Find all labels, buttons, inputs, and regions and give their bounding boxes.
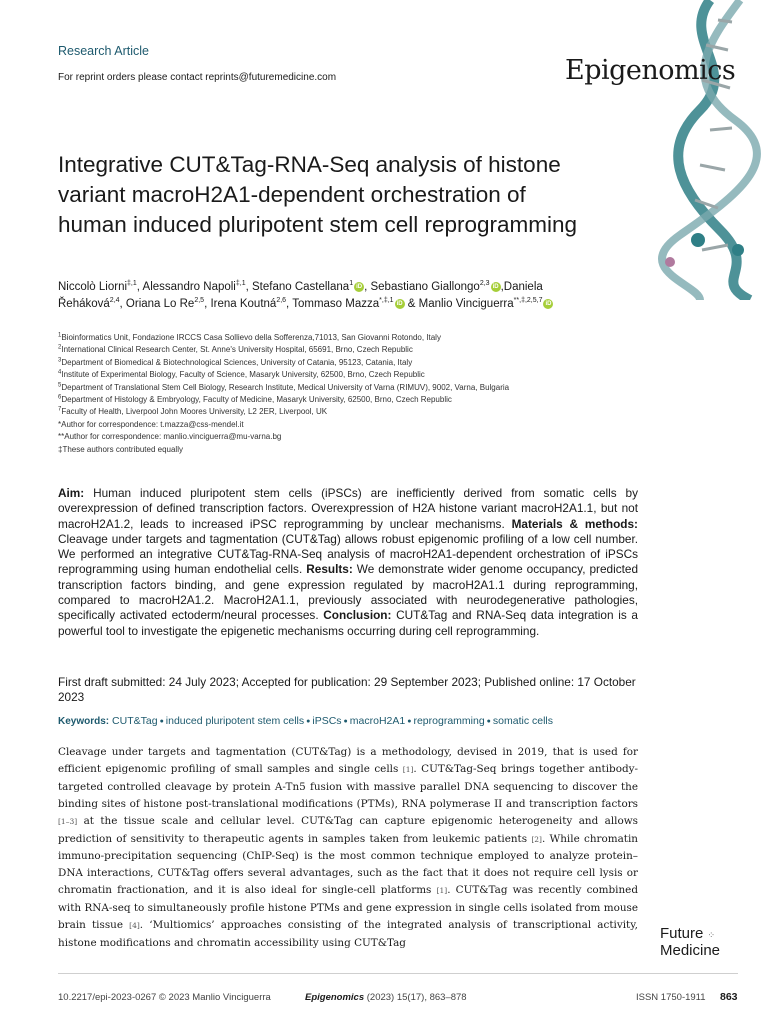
keywords-label: Keywords: xyxy=(58,716,110,727)
keyword: somatic cells xyxy=(492,715,554,727)
bullet-icon: ● xyxy=(159,717,164,725)
footer-citation-details: (2023) 15(17), 863–878 xyxy=(364,992,467,1003)
author-name: Irena Koutná xyxy=(210,298,277,310)
keyword: iPSCs xyxy=(312,715,342,727)
author-name: Daniela Řeháková xyxy=(58,281,543,310)
footer-doi: 10.2217/epi-2023-0267 © 2023 Manlio Vinciguerra xyxy=(58,992,271,1003)
body-text-segment: . While chromatin immuno-precipitation sequencing (ChIP-Seq) is the most common technique employed to analyze protein–DNA interactions, CUT&Tag offers several advantages, such as the fact that it does not require cell lysis or chromatin fractionation, and it is also ideal for single-cell platforms xyxy=(58,832,638,897)
author-affiliation-marker: *,‡,1 xyxy=(379,297,394,305)
affiliation-line xyxy=(58,369,658,381)
abstract-section-text: Human induced pluripotent stem cells (iPSCs) are inefficiently derived from somatic cells by overexpression of defined transcription factors. Overexpression of H2A histone variant macroH2A1.1, but not macroH2A1.2, leads to increased iPSC reprogramming by unclear mechanisms. xyxy=(58,486,638,531)
bullet-icon: ● xyxy=(306,717,311,725)
author-name: Niccolò Liorni xyxy=(58,281,128,293)
body-text-segment: . CUT&Tag-Seq brings together antibody-targeted controlled cleavage by protein A-Tn5 fusion with massive parallel DNA sequencing to discover the binding sites of histone post-translational modifications (PTMs), RNA polymerase II and transcription factors xyxy=(58,762,638,810)
orcid-icon: iD xyxy=(545,300,552,307)
body-text-segment: . CUT&Tag was recently combined with RNA-seq to simultaneously profile histone PTMs and gene expression in single cells isolated from mouse brain tissue xyxy=(58,884,638,932)
bullet-icon: ● xyxy=(343,717,348,725)
citation-ref: [1–3] xyxy=(58,816,78,826)
affiliation-text: Department of Translational Stem Cell Biology, Research Institute, Medical University of Varna (RIMUV), 9002, Varna, Bulgaria xyxy=(61,382,510,392)
affiliation-number: 6 xyxy=(58,394,62,401)
footer-divider xyxy=(58,973,738,974)
article-type: Research Article xyxy=(58,44,150,58)
abstract-section-label: Conclusion: xyxy=(323,608,392,623)
journal-logo: Epigenomics xyxy=(565,55,736,86)
abstract-section-label: Aim: xyxy=(58,486,85,500)
abstract-section-label: Materials & methods: xyxy=(511,516,638,531)
footer-citation xyxy=(305,992,467,1003)
affiliation-text: Faculty of Health, Liverpool John Moores University, L2 2ER, Liverpool, UK xyxy=(61,407,328,417)
author-name: Manlio Vinciguerra xyxy=(418,298,514,310)
publication-dates: First draft submitted: 24 July 2023; Accepted for publication: 29 September 2023; Published online: 17 October 2023 xyxy=(58,675,636,705)
affiliation-text: **Author for correspondence: manlio.vinciguerra@mu-varna.bg xyxy=(58,432,282,442)
author-affiliation-marker: 1 xyxy=(349,280,354,288)
abstract-section-text: CUT&Tag and RNA-Seq data integration is a powerful tool to investigate the epigenetic mechanisms occurring during cell reprogramming. xyxy=(58,608,638,638)
body-text-segment: . ‘Multiomics’ approaches consisting of the integrated analysis of transcriptional activity, histone modifications and chromatin accessibility using CUT&Tag xyxy=(58,919,638,949)
keyword: induced pluripotent stem cells xyxy=(165,715,305,727)
citation-ref: [1] xyxy=(402,764,414,774)
orcid-icon: iD xyxy=(356,283,363,290)
article-title: Integrative CUT&Tag-RNA-Seq analysis of histone variant macroH2A1-dependent orchestration of human induced pluripotent stem cell reprogramming xyxy=(58,152,578,237)
future-medicine-logo-line1: Future ⁘ xyxy=(660,925,716,942)
affiliations xyxy=(58,332,658,456)
affiliation-line xyxy=(58,406,658,418)
author-name: Stefano Castellana xyxy=(252,281,350,293)
affiliation-text: International Clinical Research Center, St. Anne's University Hospital, 65691, Brno, Czech Republic xyxy=(61,345,413,355)
affiliation-text: Department of Biomedical & Biotechnological Sciences, University of Catania, 95123, Catania, Italy xyxy=(61,357,413,367)
affiliation-line xyxy=(58,357,658,369)
affiliation-text: ‡These authors contributed equally xyxy=(58,444,183,454)
bullet-icon: ● xyxy=(486,717,491,725)
abstract-section-text: Cleavage under targets and tagmentation (CUT&Tag) allows robust epigenomic profiling of a low cell number. We performed an integrative CUT&Tag-RNA-Seq analysis of macroH2A1-dependent orchestration of iPSCs reprogramming using human endothelial cells. xyxy=(58,531,638,577)
affiliation-text: Institute of Experimental Biology, Faculty of Science, Masaryk University, 62500, Brno, Czech Republic xyxy=(61,370,425,380)
body-text-segment: Cleavage under targets and tagmentation (CUT&Tag) is a methodology, devised in 2019, that is used for efficient epigenomic profiling of small samples and single cells xyxy=(58,746,638,775)
author-affiliation-marker: 2,3 xyxy=(479,280,490,288)
keyword: reprogramming xyxy=(413,715,485,727)
affiliation-number: 5 xyxy=(58,381,62,388)
affiliation-line xyxy=(58,344,658,356)
affiliation-line xyxy=(58,332,658,344)
abstract-section-text: We demonstrate wider genome occupancy, predicted transcription factors binding, and gene expression regulated by macroH2A1.1 during reprogramming, compared to macroH2A1.2. MacroH2A1.1, previously associated with neurodegenerative pathologies, specifically activated ectoderm/neural processes. xyxy=(58,562,639,623)
author-name: Tommaso Mazza xyxy=(292,298,380,310)
affiliation-number: 3 xyxy=(58,357,62,364)
keyword: CUT&Tag xyxy=(112,715,158,727)
footer-journal-name: Epigenomics xyxy=(305,992,365,1003)
body-text-segment: at the tissue scale and cellular level. CUT&Tag can capture epigenomic heterogeneity and allows prediction of sensitivity to therapeutic agents in samples taken from leukemic patients xyxy=(58,814,638,845)
future-medicine-logo-line2: Medicine xyxy=(660,942,721,959)
author-name: Alessandro Napoli xyxy=(142,281,236,293)
affiliation-text: *Author for correspondence: t.mazza@css-mendel.it xyxy=(58,419,244,429)
affiliation-number: 7 xyxy=(58,406,62,413)
keywords xyxy=(58,715,658,727)
future-medicine-logo xyxy=(660,926,720,959)
affiliation-number: 4 xyxy=(58,369,62,376)
author-affiliation-marker: 2,5 xyxy=(194,297,205,305)
affiliation-number: 2 xyxy=(58,344,62,351)
affiliation-text: Department of Histology & Embryology, Faculty of Medicine, Masaryk University, 62500, Brno, Czech Republic xyxy=(61,395,452,405)
affiliation-line xyxy=(58,419,658,431)
abstract xyxy=(58,486,638,639)
page-number: 863 xyxy=(720,991,738,1003)
abstract-section-label: Results: xyxy=(306,562,353,577)
dots-icon: ⁘ xyxy=(707,930,716,940)
author-affiliation-marker: **,‡,2,5,7 xyxy=(513,297,543,305)
affiliation-line xyxy=(58,382,658,394)
dna-helix-illustration xyxy=(640,0,768,300)
author-list: Niccolò Liorni$^{\ddagger,1}$, Alessandro Napoli$^{\ddagger,1}$, Stefano Castellana$^1$ iD , Sebastiano Giallongo$^{2,3}$ iD ,Daniela Řeháková$^{2,4}$, Oriana Lo Re$^{2,5}$, Irena Koutná$^{2,6}$, Tommaso Mazza$^{*,\ddagger,1}$ iD & Manlio Vinciguerra$^{**,\ddagger,2,5,7}$ iD xyxy=(58,280,552,310)
author-affiliation-marker: ‡,1 xyxy=(235,280,246,288)
footer-issn: ISSN 1750-1911 xyxy=(636,992,706,1003)
affiliation-text: Bioinformatics Unit, Fondazione IRCCS Casa Sollievo della Sofferenza,71013, San Giovanni Rotondo, Italy xyxy=(61,333,441,342)
orcid-icon: iD xyxy=(492,283,499,290)
author-name: Sebastiano Giallongo xyxy=(370,281,480,293)
citation-ref: [4] xyxy=(129,921,140,931)
keyword: macroH2A1 xyxy=(349,715,406,727)
bullet-icon: ● xyxy=(407,717,412,725)
affiliation-line xyxy=(58,431,658,443)
affiliation-line xyxy=(58,444,658,456)
affiliation-line xyxy=(58,394,658,406)
orcid-icon: iD xyxy=(396,300,403,307)
citation-ref: [1] xyxy=(436,886,448,896)
body-text xyxy=(58,744,638,952)
author-name: Oriana Lo Re xyxy=(125,298,195,310)
citation-ref: [2] xyxy=(531,834,542,844)
author-affiliation-marker: 2,6 xyxy=(276,297,287,305)
affiliation-number: 1 xyxy=(58,332,62,339)
author-affiliation-marker: ‡,1 xyxy=(127,280,137,288)
author-affiliation-marker: 2,4 xyxy=(109,297,120,305)
reprint-notice: For reprint orders please contact reprints@futuremedicine.com xyxy=(58,72,337,83)
